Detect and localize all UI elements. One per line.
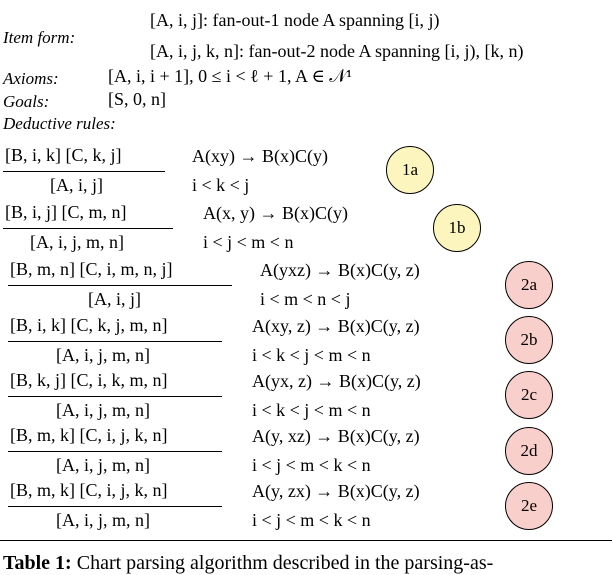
rule-conclusion: [A, i, j, m, n]	[56, 400, 150, 420]
item-form-label: Item form:	[3, 28, 76, 47]
axioms-label: Axioms:	[3, 69, 59, 88]
inference-line	[8, 285, 232, 286]
rule-premise: [B, k, j] [C, i, k, m, n]	[10, 370, 168, 390]
rule-condition: i < j < m < k < n	[252, 510, 371, 530]
caption-text: Chart parsing algorithm described in the parsing-as-	[71, 552, 494, 574]
deductive-rules-label: Deductive rules:	[3, 114, 116, 133]
rule-production: A(x, y) → B(x)C(y)	[203, 203, 348, 223]
item-form-line-1: [A, i, j]: fan-out-1 node A spanning [i, j)	[150, 10, 440, 30]
inference-line	[3, 171, 165, 172]
inference-line	[8, 506, 222, 507]
item-form-line-2: [A, i, j, k, n]: fan-out-2 node A spanning [i, j), [k, n)	[150, 41, 524, 61]
rule-production: A(yxz) → B(x)C(y, z)	[260, 260, 420, 280]
rule-conclusion: [A, i, j, m, n]	[56, 510, 150, 530]
table-caption	[3, 552, 493, 575]
rule-conclusion: [A, i, j, m, n]	[56, 345, 150, 365]
rule-production: A(xy) → B(x)C(y)	[192, 146, 328, 166]
rule-badge: 1b	[433, 204, 481, 252]
rule-badge: 1a	[386, 146, 434, 194]
rule-badge: 2a	[505, 261, 553, 309]
caption-label: Table 1:	[3, 552, 72, 574]
rule-condition: i < k < j < m < n	[252, 400, 371, 420]
rule-badge: 2b	[505, 316, 553, 364]
rule-production: A(y, zx) → B(x)C(y, z)	[252, 481, 420, 501]
rule-premise: [B, i, k] [C, k, j]	[5, 145, 122, 165]
rule-production: A(y, xz) → B(x)C(y, z)	[252, 426, 420, 446]
rule-condition: i < j < m < k < n	[252, 455, 371, 475]
rule-conclusion: [A, i, j]	[88, 289, 141, 309]
rule-premise: [B, m, k] [C, i, j, k, n]	[10, 480, 168, 500]
goals-value: [S, 0, n]	[108, 89, 166, 109]
rule-badge: 2c	[505, 371, 553, 419]
rule-production: A(yx, z) → B(x)C(y, z)	[252, 371, 421, 391]
axioms-value: [A, i, i + 1], 0 ≤ i < ℓ + 1, A ∈ 𝒩¹	[108, 66, 352, 86]
rule-premise: [B, m, n] [C, i, m, n, j]	[10, 259, 173, 279]
rule-conclusion: [A, i, j, m, n]	[30, 232, 124, 252]
rule-condition: i < m < n < j	[260, 289, 351, 309]
rule-badge: 2d	[505, 427, 553, 475]
inference-line	[8, 341, 222, 342]
rule-premise: [B, i, k] [C, k, j, m, n]	[10, 315, 168, 335]
rule-conclusion: [A, i, j]	[50, 175, 103, 195]
rule-condition: i < j < m < n	[203, 232, 294, 252]
goals-label: Goals:	[3, 92, 50, 111]
rule-condition: i < k < j < m < n	[252, 345, 371, 365]
inference-line	[3, 228, 173, 229]
rule-production: A(xy, z) → B(x)C(y, z)	[252, 316, 420, 336]
rule-premise: [B, m, k] [C, i, j, k, n]	[10, 425, 168, 445]
inference-line	[8, 451, 222, 452]
rule-conclusion: [A, i, j, m, n]	[56, 455, 150, 475]
inference-line	[8, 396, 222, 397]
rule-badge: 2e	[505, 482, 553, 530]
rule-premise: [B, i, j] [C, m, n]	[5, 202, 127, 222]
table-bottom-rule	[0, 540, 612, 541]
rule-condition: i < k < j	[192, 175, 250, 195]
